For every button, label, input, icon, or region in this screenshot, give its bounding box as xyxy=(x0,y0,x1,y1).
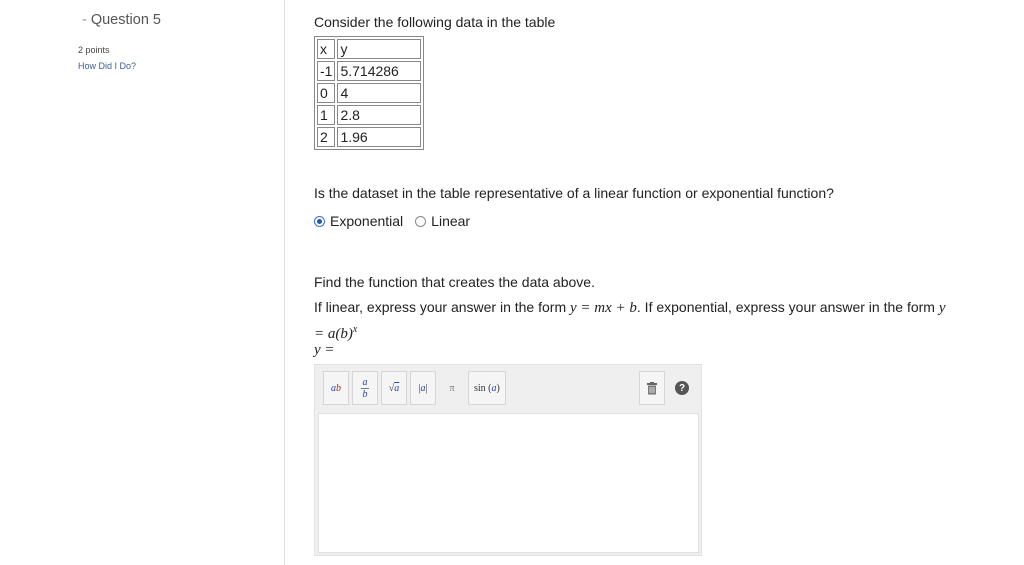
part1-prompt: Is the dataset in the table representative of a linear function or exponential function? xyxy=(314,185,834,201)
part2-prompt: Find the function that creates the data above. xyxy=(314,274,595,290)
data-table xyxy=(314,36,424,150)
absolute-value-button[interactable]: | a | xyxy=(410,371,436,405)
table-row xyxy=(317,105,421,125)
cell-x: 1 xyxy=(317,105,335,125)
exponential-form-math: $y = a(b)^x$ xyxy=(314,300,946,342)
table-row xyxy=(317,83,421,103)
collapse-dash[interactable]: - xyxy=(82,12,87,28)
fraction-button[interactable]: $\frac{a}{b}$ xyxy=(352,371,378,405)
header-y: y xyxy=(337,39,421,59)
cell-x: 2 xyxy=(317,127,335,147)
cell-y: 1.96 xyxy=(337,127,421,147)
table-row xyxy=(317,61,421,81)
table-row xyxy=(317,127,421,147)
question-title: - Question 5 xyxy=(82,12,161,28)
linear-radio[interactable] xyxy=(415,216,426,227)
cell-x: -1 xyxy=(317,61,335,81)
question-intro: Consider the following data in the table xyxy=(314,14,556,30)
pi-button[interactable]: π xyxy=(449,382,455,394)
cell-x: 0 xyxy=(317,83,335,103)
trash-icon[interactable] xyxy=(639,371,665,405)
linear-label[interactable]: Linear xyxy=(431,213,471,229)
linear-form-math: y = mx + b xyxy=(570,300,637,316)
math-toolbar xyxy=(323,371,506,405)
exponential-radio[interactable] xyxy=(314,216,325,227)
exponential-label[interactable]: Exponential xyxy=(330,213,404,229)
sin-button[interactable]: sin ( a ) xyxy=(468,371,506,405)
points-label: 2 points xyxy=(78,45,110,55)
answer-form-instructions: If linear, express your answer in the form y = mx + b. If exponential, express your answer in the form $y = a(b)^x$ xyxy=(314,299,946,342)
header-x: x xyxy=(317,39,335,59)
question-sidebar xyxy=(0,0,285,565)
math-answer-editor xyxy=(314,364,702,556)
cell-y: 2.8 xyxy=(337,105,421,125)
function-type-radio-group xyxy=(314,213,482,229)
table-header-row xyxy=(317,39,421,59)
answer-prefix: y = xyxy=(314,342,335,358)
cell-y: 5.714286 xyxy=(337,61,421,81)
sqrt-button[interactable]: √ a xyxy=(381,371,407,405)
cell-y: 4 xyxy=(337,83,421,103)
power-button[interactable]: a b xyxy=(323,371,349,405)
how-did-i-do-link[interactable]: How Did I Do? xyxy=(78,61,137,71)
answer-input[interactable] xyxy=(318,413,699,553)
question-mark-icon[interactable]: ? xyxy=(669,371,695,405)
